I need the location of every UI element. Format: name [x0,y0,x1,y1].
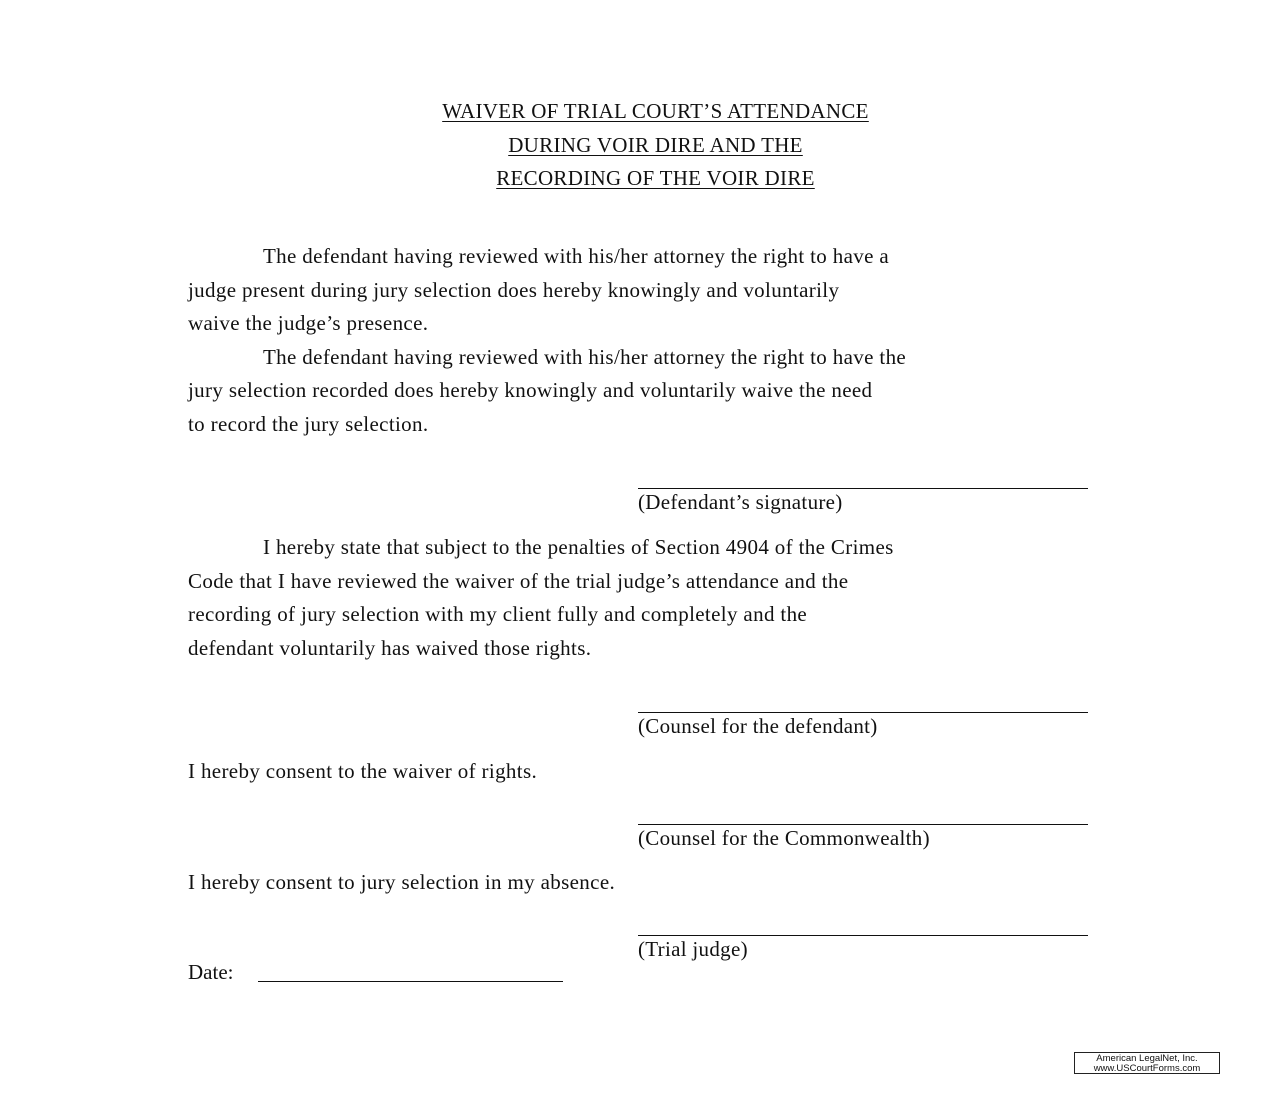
counsel-commonwealth-label: (Counsel for the Commonwealth) [638,826,930,850]
paragraph1-line: waive the judge’s presence. [188,311,429,335]
consent-absence-text: I hereby consent to jury selection in my absence. [188,870,616,894]
paragraph2-line: The defendant having reviewed with his/her attorney the right to have the [263,345,907,369]
footer-stamp [1074,1052,1220,1074]
paragraph1-line: judge present during jury selection does hereby knowingly and voluntarily [188,278,840,302]
counsel-defendant-signature-line[interactable] [638,712,1088,713]
footer-stamp-line2: www.USCourtForms.com [1093,1063,1201,1074]
date-label: Date: [188,960,234,984]
defendant-signature-line[interactable] [638,488,1088,489]
paragraph3-line: defendant voluntarily has waived those rights. [188,636,592,660]
footer-stamp-line1: American LegalNet, Inc. [1096,1053,1198,1064]
paragraph2-line: jury selection recorded does hereby knowingly and voluntarily waive the need [188,378,873,402]
consent-waiver-text: I hereby consent to the waiver of rights. [188,759,538,783]
paragraph1-line: The defendant having reviewed with his/her attorney the right to have a [263,244,890,268]
paragraph3-line: Code that I have reviewed the waiver of the trial judge’s attendance and the [188,569,849,593]
trial-judge-signature-line[interactable] [638,935,1088,936]
counsel-defendant-label: (Counsel for the defendant) [638,714,878,738]
paragraph3-line: recording of jury selection with my client fully and completely and the [188,602,808,626]
defendant-signature-label: (Defendant’s signature) [638,490,843,514]
paragraph3-line: I hereby state that subject to the penalties of Section 4904 of the Crimes [263,535,894,559]
title-line-3: RECORDING OF THE VOIR DIRE [496,166,815,190]
title-line-2: DURING VOIR DIRE AND THE [508,133,803,157]
trial-judge-label: (Trial judge) [638,937,748,961]
paragraph2-line: to record the jury selection. [188,412,429,436]
title-line-1: WAIVER OF TRIAL COURT’S ATTENDANCE [442,99,869,123]
date-field-line[interactable] [258,981,563,982]
counsel-commonwealth-signature-line[interactable] [638,824,1088,825]
